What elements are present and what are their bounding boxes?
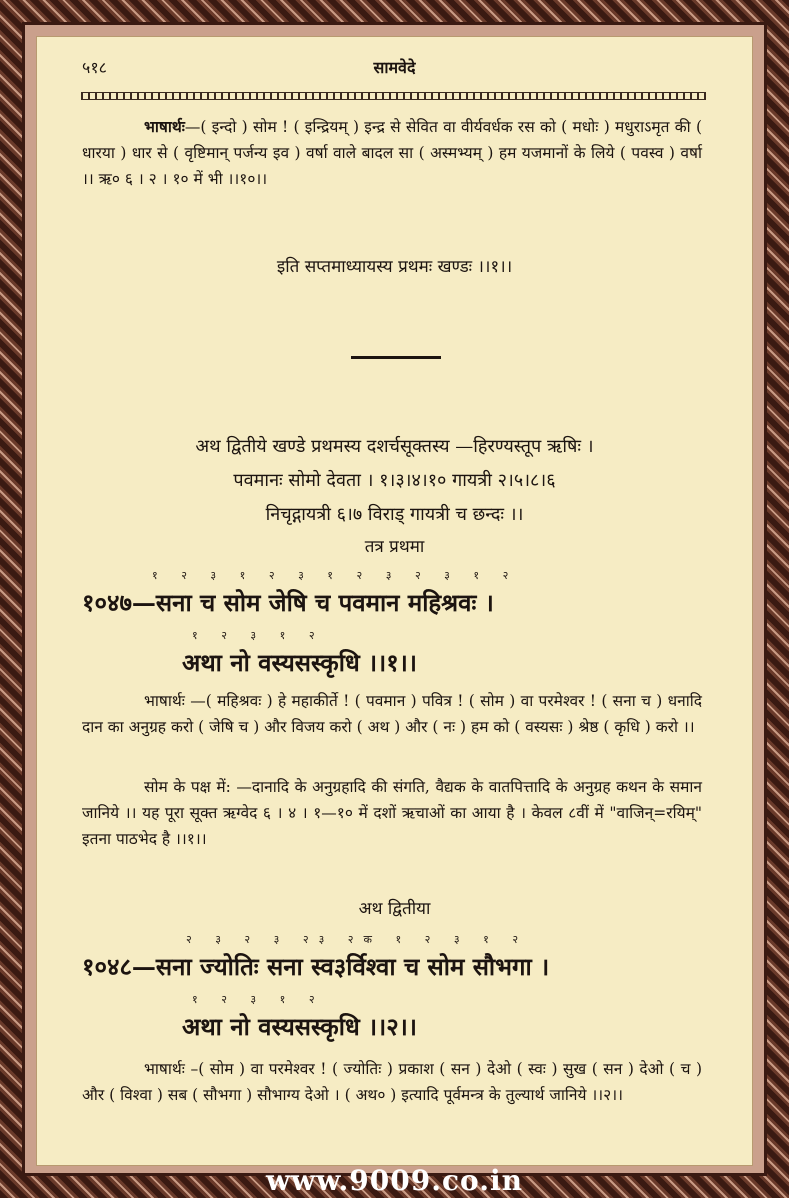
page-number: ५१८	[82, 58, 107, 77]
bhashartha-paragraph-1048: भाषार्थः –( सोम ) वा परमेश्वर ! ( ज्योतिः ) प्रकाश ( सन ) देओ ( स्वः ) सुख ( सन ) देओ ( च ) और ( विश्वा ) सब ( सौभगा ) सौभाग्य देओ । ( अथ० ) इत्यादि पूर्वमन्त्र के तुल्यार्थ जानिये ।।२।।	[82, 1060, 702, 1104]
page	[36, 36, 753, 1166]
svara-marks: १ २ ३ १ २ ३ १ २ ३ २ ३ १ २	[152, 569, 519, 582]
bhashartha-paragraph-1	[82, 114, 702, 192]
mantra-heading-second: अथ द्वितीया	[358, 899, 431, 919]
svara-marks: १ २ ३ १ २	[192, 993, 325, 1006]
bhashartha-text: —( इन्दो ) सोम ! ( इन्द्रियम् ) इन्द्र से सेवित वा वीर्यवर्धक रस को ( मधोः ) मधुराऽमृत की ( धारया ) धार से ( वृष्टिमान् पर्जन्य इव ) वर्षा वाले बादल सा ( अस्मभ्यम् ) हम यजमानों के लिये ( पवस्व ) वर्षा ।। ऋ० ६ । २ । १० में भी ।।१०।।	[82, 118, 702, 188]
page-title: सामवेदे	[373, 58, 416, 77]
intro-line-1: अथ द्वितीये खण्डे प्रथमस्य दशर्चसूक्तस्य —हिरण्यस्तूप ऋषिः ।	[195, 436, 594, 457]
mantra-1047-line-2: अथा नो वस्यसस्कृधि ।।१।।	[182, 648, 417, 677]
intro-line-2: पवमानः सोमो देवता । १।३।४।१० गायत्री २।५।८।६	[233, 470, 556, 491]
bhashartha-label: भाषार्थः	[144, 117, 185, 136]
colophon: इति सप्तमाध्यायस्य प्रथमः खण्डः ।।१।।	[276, 257, 513, 277]
mantra-1048-line-2: अथा नो वस्यसस्कृधि ।।२।।	[182, 1012, 417, 1041]
intro-line-3: निचृद्गायत्री ६।७ विराड् गायत्री च छन्दः ।।	[265, 504, 524, 525]
mantra-1047-line-1: १०४७—सना च सोम जेषि च पवमान महिश्रवः ।	[82, 588, 494, 617]
mantra-1048-line-1: १०४८—सना ज्योतिः सना स्व३र्विश्वा च सोम सौभगा ।	[82, 952, 550, 981]
website-footer: www.9009.co.in	[266, 1164, 523, 1197]
svara-marks: १ २ ३ १ २	[192, 629, 325, 642]
soma-paksha-paragraph: सोम के पक्ष में: —दानादि के अनुग्रहादि की संगति, वैद्यक के वातपित्तादि के अनुग्रह कथन के समान जानिये ।। यह पूरा सूक्त ऋग्वेद ६ । ४ । १—१० में दशों ऋचाओं का आया है । केवल ८वीं में "वाजिन्=रयिम्" इतना पाठभेद है ।।१।।	[82, 778, 702, 848]
svara-marks: २ ३ २ ३ २३ २क १ २ ३ १ २	[186, 933, 529, 946]
mantra-heading-first: तत्र प्रथमा	[364, 537, 425, 557]
bhashartha-paragraph-1047: भाषार्थः —( महिश्रवः ) हे महाकीर्ते ! ( पवमान ) पवित्र ! ( सोम ) वा परमेश्वर ! ( सना च ) धनादि दान का अनुग्रह करो ( जेषि च ) और विजय करो ( अथ ) और ( नः ) हम को ( वस्यसः ) श्रेष्ठ ( कृधि ) करो ।।	[82, 692, 702, 736]
section-divider	[351, 356, 441, 359]
header-rule	[81, 92, 706, 100]
